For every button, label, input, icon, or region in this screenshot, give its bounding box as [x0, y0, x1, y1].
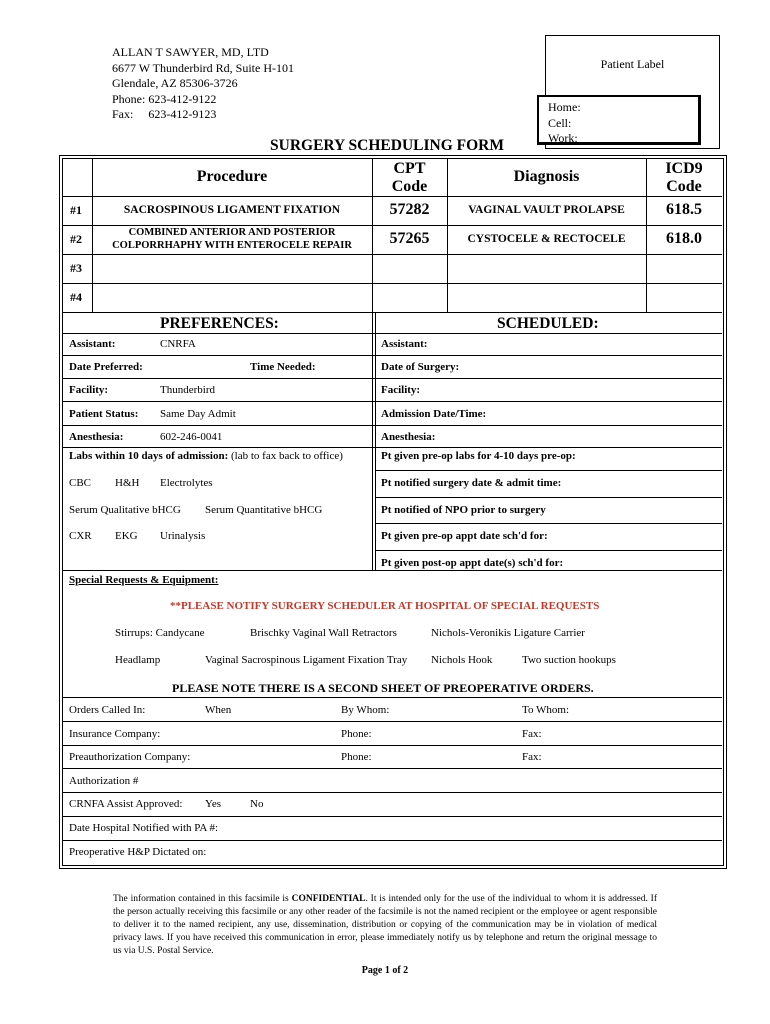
row1-procedure[interactable]: SACROSPINOUS LIGAMENT FIXATION: [123, 204, 341, 216]
form-title: SURGERY SCHEDULING FORM: [270, 137, 504, 154]
crnfa-yes[interactable]: Yes: [205, 798, 222, 810]
lab-serum-qualitative[interactable]: Serum Qualitative bHCG: [69, 504, 181, 516]
pref-anesthesia-value[interactable]: 602-246-0041: [160, 431, 223, 443]
authorization-number[interactable]: Authorization #: [69, 775, 139, 787]
icd9-header-line1: ICD9: [665, 160, 703, 177]
sched-anesthesia[interactable]: Anesthesia:: [381, 431, 436, 443]
preferences-title: PREFERENCES:: [160, 315, 279, 332]
equip-retractors[interactable]: Brischky Vaginal Wall Retractors: [250, 627, 397, 639]
preauth-company[interactable]: Preauthorization Company:: [69, 751, 191, 763]
cpt-header-line1: CPT: [393, 160, 426, 177]
special-notice: **PLEASE NOTIFY SURGERY SCHEDULER AT HOSPITAL OF SPECIAL REQUESTS: [170, 600, 600, 612]
conf-word: CONFIDENTIAL: [291, 894, 366, 904]
lab-cxr[interactable]: CXR: [69, 530, 92, 542]
pref-assistant-value[interactable]: CNRFA: [160, 338, 196, 350]
row2-procedure-line1: COMBINED ANTERIOR AND POSTERIOR: [128, 227, 336, 238]
scheduled-title: SCHEDULED:: [497, 315, 599, 332]
insurance-company[interactable]: Insurance Company:: [69, 728, 161, 740]
practice-fax: 623-412-9123: [148, 107, 217, 121]
orders-to-whom[interactable]: To Whom:: [522, 704, 569, 716]
sched-preop-labs[interactable]: Pt given pre-op labs for 4-10 days pre-op:: [381, 450, 576, 462]
lab-serum-quantitative[interactable]: Serum Quantitative bHCG: [205, 504, 323, 516]
pref-facility-label: Facility:: [69, 384, 109, 396]
confidentiality-notice: [113, 893, 657, 958]
sched-notified-date[interactable]: Pt notified surgery date & admit time:: [381, 477, 562, 489]
labs-heading: [69, 450, 343, 462]
row2-procedure[interactable]: [92, 226, 372, 252]
insurance-fax[interactable]: Fax:: [522, 728, 542, 740]
row1-diagnosis[interactable]: VAGINAL VAULT PROLAPSE: [468, 204, 625, 216]
equip-suction-hookups[interactable]: Two suction hookups: [522, 654, 616, 666]
equip-fixation-tray[interactable]: Vaginal Sacrospinous Ligament Fixation Tray: [205, 654, 408, 666]
date-hospital-notified[interactable]: Date Hospital Notified with PA #:: [69, 822, 219, 834]
patient-label-text: Patient Label: [600, 57, 665, 71]
orders-when[interactable]: When: [205, 704, 232, 716]
conf-rest: . It is intended only for the use of the individual to whom it is addressed. If the person actually receiving this facsimile or any other reader of the facsimile is not the named recipient or the employee or agent responsible to deliver it to the named recipient, any use, dissemination, distribution or copying of the communication may be in violation of medical privacy laws. If you have received this communication in error, please immediately notify us by telephone and return the original message to us via U.S. Postal Service.: [113, 894, 658, 956]
practice-fax-row: [112, 107, 294, 123]
lab-hh[interactable]: H&H: [115, 477, 140, 489]
pref-time-needed-label: Time Needed:: [250, 361, 316, 373]
work-label: Work:: [548, 131, 578, 145]
lab-electrolytes[interactable]: Electrolytes: [160, 477, 213, 489]
lab-urinalysis[interactable]: Urinalysis: [160, 530, 206, 542]
practice-phone: Phone: 623-412-9122: [112, 91, 217, 106]
sched-postop-appt[interactable]: Pt given post-op appt date(s) sch'd for:: [381, 557, 564, 569]
row1-number: #1: [70, 203, 82, 217]
equip-ligature-carrier[interactable]: Nichols-Veronikis Ligature Carrier: [431, 627, 585, 639]
row4-number: #4: [70, 290, 82, 304]
row2-number: #2: [70, 232, 82, 246]
icd9-header: [646, 160, 722, 196]
row2-diagnosis[interactable]: CYSTOCELE & RECTOCELE: [467, 233, 626, 245]
sched-facility[interactable]: Facility:: [381, 384, 421, 396]
icd9-header-line2: Code: [666, 178, 702, 195]
row1-cpt[interactable]: 57282: [389, 201, 430, 218]
equip-stirrups[interactable]: Stirrups: Candycane: [115, 627, 205, 639]
row2-icd9[interactable]: 618.0: [666, 230, 702, 247]
practice-address-line1: 6677 W Thunderbird Rd, Suite H-101: [112, 60, 294, 75]
contact-box: [537, 95, 701, 145]
lab-cbc[interactable]: CBC: [69, 477, 92, 489]
cell-label: Cell:: [548, 115, 572, 130]
special-requests-title: Special Requests & Equipment:: [69, 574, 219, 586]
row2-cpt[interactable]: 57265: [389, 230, 430, 247]
sched-date-of-surgery[interactable]: Date of Surgery:: [381, 361, 460, 373]
orders-by-whom[interactable]: By Whom:: [341, 704, 390, 716]
pref-date-preferred-label: Date Preferred:: [69, 361, 143, 373]
orders-called-in[interactable]: Orders Called In:: [69, 704, 146, 716]
row2-procedure-line2: COLPORRHAPHY WITH ENTEROCELE REPAIR: [112, 240, 352, 251]
lab-ekg[interactable]: EKG: [115, 530, 138, 542]
preauth-fax[interactable]: Fax:: [522, 751, 542, 763]
preauth-phone[interactable]: Phone:: [341, 751, 372, 763]
practice-name: ALLAN T SAWYER, MD, LTD: [112, 45, 269, 59]
practice-fax-label: Fax:: [112, 107, 134, 121]
pref-facility-value[interactable]: Thunderbird: [160, 384, 215, 396]
sched-admission[interactable]: Admission Date/Time:: [381, 408, 487, 420]
row3-number: #3: [70, 261, 82, 275]
pref-assistant-label: Assistant:: [69, 338, 116, 350]
conf-prefix: The information contained in this facsimile is: [113, 894, 289, 904]
pref-patient-status-value[interactable]: Same Day Admit: [160, 408, 236, 420]
equip-nichols-hook[interactable]: Nichols Hook: [431, 654, 493, 666]
preop-hp-dictated[interactable]: Preoperative H&P Dictated on:: [69, 846, 207, 858]
labs-note: (lab to fax back to office): [231, 450, 343, 462]
labs-label: Labs within 10 days of admission:: [69, 450, 229, 462]
pref-anesthesia-label: Anesthesia:: [69, 431, 124, 443]
insurance-phone[interactable]: Phone:: [341, 728, 372, 740]
home-label: Home:: [548, 100, 581, 114]
row1-icd9[interactable]: 618.5: [666, 201, 702, 218]
procedure-header: Procedure: [196, 168, 268, 185]
crnfa-approved: CRNFA Assist Approved:: [69, 798, 183, 810]
crnfa-no[interactable]: No: [250, 798, 264, 810]
equip-headlamp[interactable]: Headlamp: [115, 654, 161, 666]
sched-assistant[interactable]: Assistant:: [381, 338, 428, 350]
sched-preop-appt[interactable]: Pt given pre-op appt date sch'd for:: [381, 530, 548, 542]
page-number: Page 1 of 2: [361, 965, 409, 976]
practice-header: [112, 45, 294, 123]
sched-notified-npo[interactable]: Pt notified of NPO prior to surgery: [381, 504, 546, 516]
practice-address-line2: Glendale, AZ 85306-3726: [112, 76, 238, 90]
pref-patient-status-label: Patient Status:: [69, 408, 139, 420]
second-sheet-note: PLEASE NOTE THERE IS A SECOND SHEET OF PREOPERATIVE ORDERS.: [172, 681, 594, 695]
cpt-header-line2: Code: [391, 178, 428, 195]
diagnosis-header: Diagnosis: [513, 168, 580, 185]
cpt-header: [372, 160, 447, 196]
